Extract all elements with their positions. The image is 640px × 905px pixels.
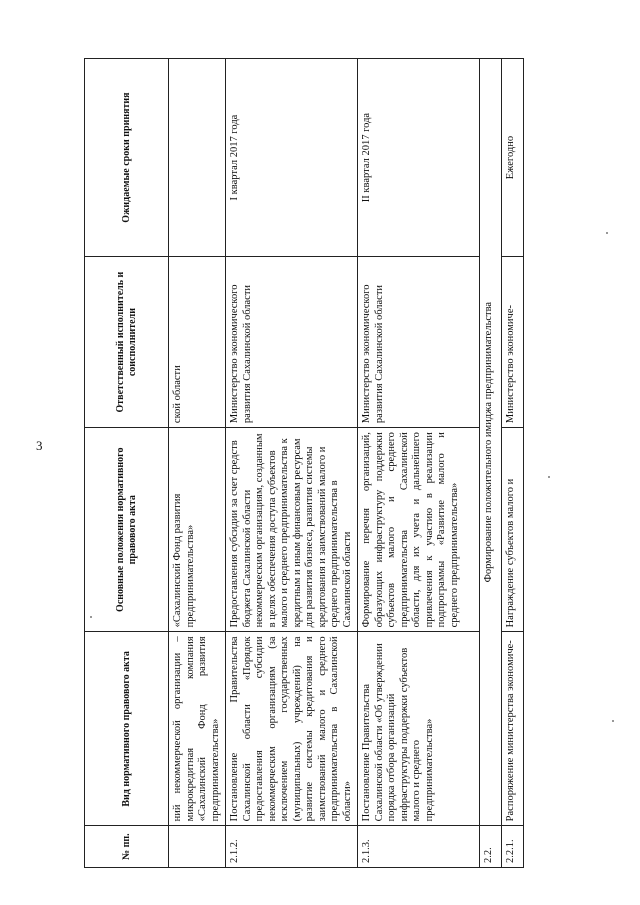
header-num: № пп. bbox=[85, 826, 169, 868]
row-provisions: Награждение субъектов малого и bbox=[502, 428, 524, 632]
row-provisions: «Сахалинский Фонд развития предпринимательства» bbox=[169, 428, 226, 632]
table-row bbox=[169, 59, 226, 868]
row-executor: Министерство экономического развития Сахалинской области bbox=[358, 257, 480, 428]
row-deadline bbox=[169, 59, 226, 257]
section-row bbox=[480, 59, 502, 868]
row-act-type: Распоряжение министерства экономиче- bbox=[502, 632, 524, 826]
page-number: 3 bbox=[36, 438, 43, 453]
section-title: Формирование положительного имиджа предпринимательства bbox=[480, 59, 502, 826]
scan-speck bbox=[548, 476, 550, 478]
row-deadline: I квартал 2017 года bbox=[226, 59, 358, 257]
rotated-table-container bbox=[84, 58, 554, 868]
header-provisions: Основные положения нормативного правового акта bbox=[85, 428, 169, 632]
row-executor: ской области bbox=[169, 257, 226, 428]
regulatory-acts-table bbox=[84, 58, 524, 868]
table-row bbox=[502, 59, 524, 868]
row-deadline: Ежегодно bbox=[502, 59, 524, 257]
section-num: 2.2. bbox=[480, 826, 502, 868]
row-num: 2.1.2. bbox=[226, 826, 358, 868]
row-num: 2.2.1. bbox=[502, 826, 524, 868]
row-executor: Министерство экономиче- bbox=[502, 257, 524, 428]
row-act-type: ний некоммерческой организации – микрокредитная компания «Сахалинский Фонд развития предпринимательства» bbox=[169, 632, 226, 826]
table-row bbox=[226, 59, 358, 868]
scan-speck bbox=[612, 720, 614, 722]
row-provisions: Формирование перечня организаций, образующих инфраструктуру поддержки субъектов малого и среднего предпринимательства Сахалинской области, для их учета и дальнейшего привлечения к участию в реализации подпрограммы «Развитие малого и среднего предпринимательства» bbox=[358, 428, 480, 632]
row-executor: Министерство экономического развития Сахалинской области bbox=[226, 257, 358, 428]
row-provisions: Предоставления субсидии за счет средств бюджета Сахалинской области некоммерческим организациям, созданным в целях обеспечения доступа субъектов малого и среднего предпринимательства к кредитным и иным финансовым ресурсам для развития бизнеса, развития системы кредитования и заимствований малого и среднего предпринимательства в Сахалинской области bbox=[226, 428, 358, 632]
header-row bbox=[85, 59, 169, 868]
row-num bbox=[169, 826, 226, 868]
row-act-type: Постановление Правительства Сахалинской области «Об утверждении порядка отбора организаций инфраструктуры поддержки субъектов малого и среднего предпринимательства» bbox=[358, 632, 480, 826]
header-act-type: Вид нормативного правового акта bbox=[85, 632, 169, 826]
row-deadline: II квартал 2017 года bbox=[358, 59, 480, 257]
header-deadline: Ожидаемые сроки принятия bbox=[85, 59, 169, 257]
row-num: 2.1.3. bbox=[358, 826, 480, 868]
scan-speck bbox=[90, 616, 92, 618]
header-executor: Ответственный исполнитель и соисполнители bbox=[85, 257, 169, 428]
scan-speck bbox=[606, 232, 608, 234]
row-act-type: Постановление Правительства Сахалинской области «Порядок предоставления субсидии некоммерческим организациям (за исключением государственных (муниципальных) учреждений) на развитие системы кредитования и заимствований малого и среднего предпринимательства в Сахалинской области» bbox=[226, 632, 358, 826]
table-row bbox=[358, 59, 480, 868]
